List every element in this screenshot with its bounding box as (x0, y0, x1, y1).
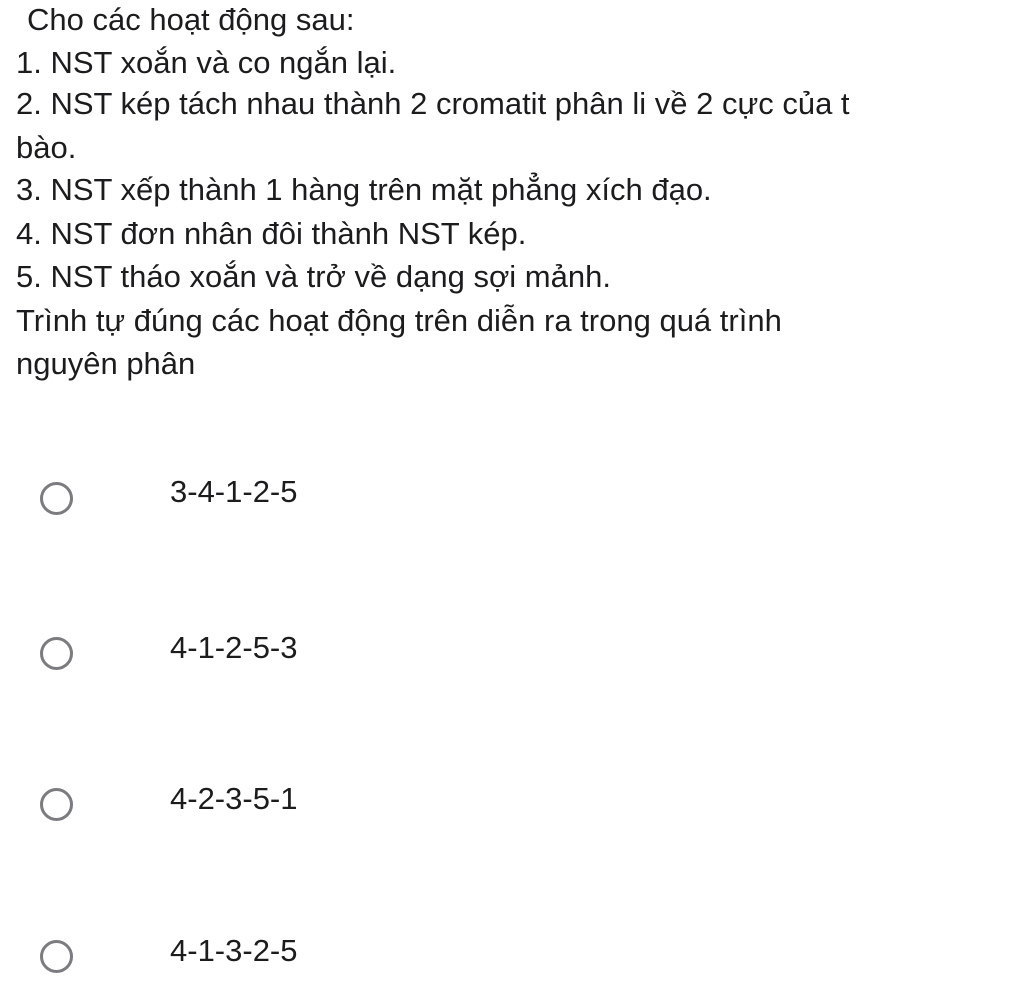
answer-option-label: 4-2-3-5-1 (170, 781, 298, 816)
activity-4: 4. NST đơn nhân đôi thành NST kép. (16, 216, 527, 251)
question-intro: Cho các hoạt động sau: (27, 2, 355, 37)
radio-button-icon[interactable] (40, 788, 73, 821)
answer-option-label: 4-1-2-5-3 (170, 630, 298, 665)
answer-option-3[interactable] (0, 751, 1024, 851)
answer-option-1[interactable] (0, 445, 1024, 545)
answer-option-label: 4-1-3-2-5 (170, 933, 298, 968)
radio-button-icon[interactable] (40, 940, 73, 973)
activity-2: 2. NST kép tách nhau thành 2 cromatit phân li về 2 cực của t (16, 86, 850, 121)
answer-option-2[interactable] (0, 600, 1024, 700)
activity-1: 1. NST xoắn và co ngắn lại. (16, 45, 397, 80)
activity-2-continued: bào. (16, 130, 77, 165)
radio-button-icon[interactable] (40, 637, 73, 670)
answer-option-label: 3-4-1-2-5 (170, 474, 298, 509)
activity-5: 5. NST tháo xoắn và trở về dạng sợi mảnh. (16, 259, 611, 294)
question-prompt-continued: nguyên phân (16, 346, 196, 381)
radio-button-icon[interactable] (40, 482, 73, 515)
activity-3: 3. NST xếp thành 1 hàng trên mặt phẳng xích đạo. (16, 172, 712, 207)
answer-option-4[interactable] (0, 903, 1024, 1003)
question-prompt: Trình tự đúng các hoạt động trên diễn ra trong quá trình (16, 303, 782, 338)
